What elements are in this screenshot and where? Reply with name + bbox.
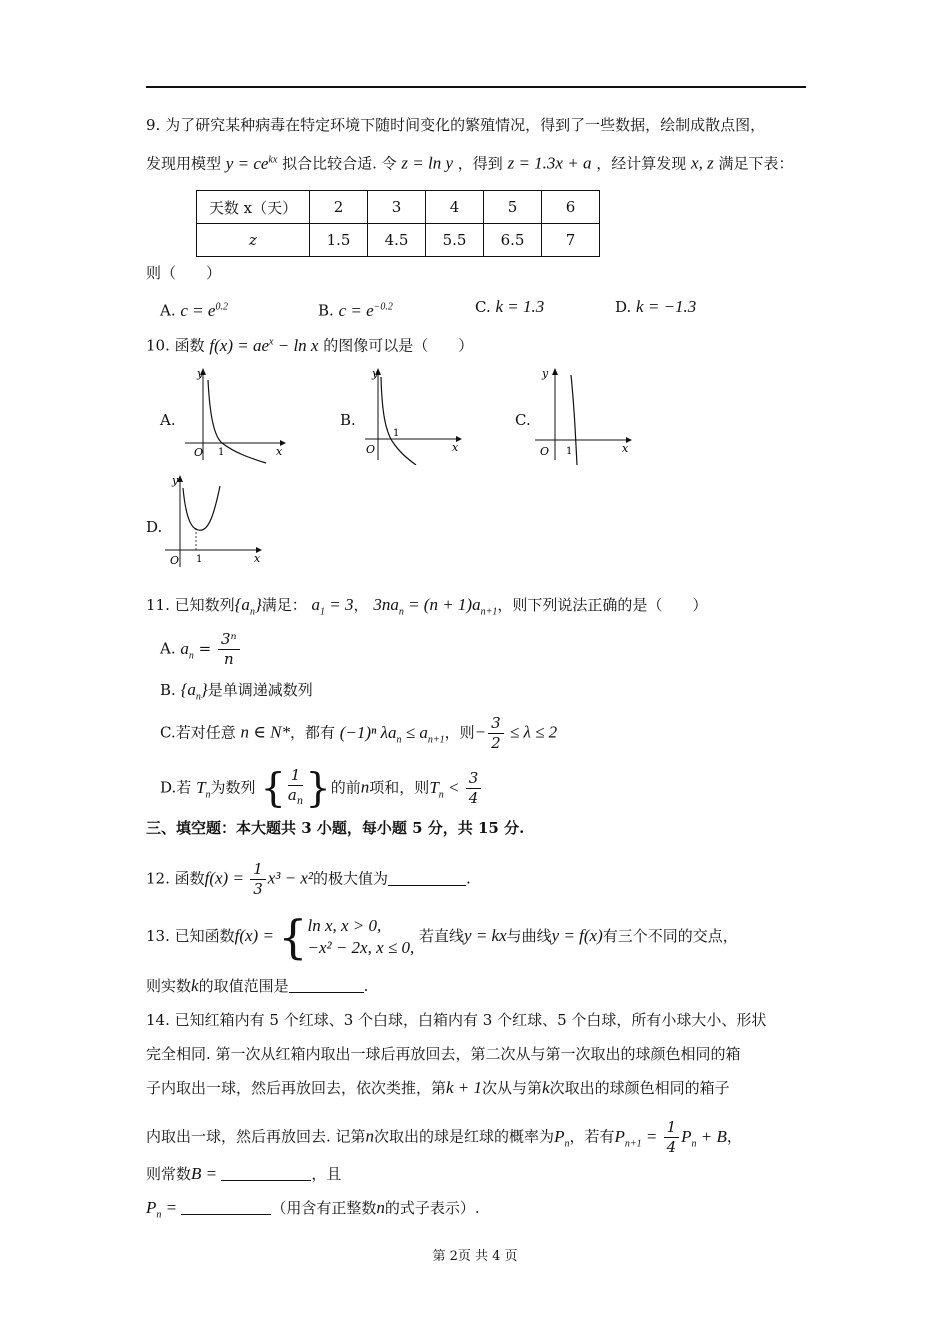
answer-blank[interactable]: [388, 871, 466, 886]
q9-option-b: [318, 297, 393, 321]
y-axis-arrow: [552, 368, 558, 375]
q11-c-ineq-b: ≤ a: [401, 722, 428, 742]
q11-stem: [146, 595, 707, 622]
frac-den: 4: [666, 1138, 677, 1156]
table-cell: 7: [542, 224, 600, 257]
q14-l3c: 次取出的球颜色相同的箱子: [549, 1079, 730, 1097]
q11-cond1-base: a: [311, 595, 321, 614]
q11-prefix: 11. 已知数列: [146, 596, 235, 614]
q9-line1: [146, 115, 765, 135]
answer-blank[interactable]: [289, 978, 364, 993]
q14-l4P3-sub: n: [691, 1137, 697, 1149]
one-label: 1: [196, 554, 203, 565]
q14-line6: [146, 1198, 480, 1225]
q9-b-exp: −0.2: [373, 301, 393, 312]
q9-line2: [146, 150, 794, 174]
q9-text-e: 满足下表：: [718, 154, 794, 173]
x-label: x: [452, 441, 459, 454]
table-cell: 4.5: [368, 224, 426, 257]
q10-option-d-label: D.: [146, 518, 163, 536]
x-label: x: [276, 445, 283, 458]
q14-l6n: n: [376, 1198, 385, 1217]
q14-l4b: 次取出的球是红球的概率为: [374, 1127, 555, 1146]
q11-d-T-sub: n: [205, 788, 211, 800]
q12-frac: [250, 860, 266, 899]
q13-text-b: 的取值范围是: [198, 977, 289, 995]
table-row: [197, 224, 600, 257]
q9-sub1: z = ln y: [401, 153, 454, 173]
section-heading: 三、填空题：本大题共 3 小题，每小题 5 分，共 15 分.: [146, 819, 525, 837]
q14-l4P2-sub: n+1: [624, 1137, 642, 1149]
q10-func-base: f(x) = ae: [209, 335, 270, 355]
q11-c-text1: 若对任意: [175, 723, 236, 742]
one-label: 1: [393, 428, 400, 439]
q11-d-T2-base: T: [429, 777, 439, 797]
q12-rhs: x³ − x²: [267, 868, 313, 888]
frac-num: 3: [488, 714, 504, 734]
q10-stem: [146, 332, 473, 356]
q11-cond2-sub: n: [398, 606, 404, 618]
q9-text: 9. 为了研究某种病毒在特定环境下随时间变化的繁殖情况，得到了一些数据，绘制成散点图，: [146, 116, 766, 134]
frac-den: 3: [253, 880, 263, 898]
q11-c-ineq-a: (−1)ⁿ λa: [339, 722, 397, 742]
option-label: B.: [318, 301, 334, 320]
q11-d-lt: <: [443, 777, 464, 797]
table-cell: 4: [426, 191, 484, 224]
q11-a-lhs: [180, 638, 194, 661]
q11-seq-sub: n: [249, 606, 255, 618]
frac-den-sub: n: [296, 796, 304, 807]
q9-sub2: z = 1.3x + a: [507, 153, 592, 173]
q11-b-seq-close: }: [200, 680, 208, 699]
q11-seq-close: }: [254, 595, 262, 614]
q10-graph-b: [360, 365, 470, 465]
frac-den: n: [223, 650, 234, 668]
q14-line4: [146, 1118, 742, 1157]
one-label: 1: [218, 447, 225, 458]
q12-end: .: [466, 869, 471, 888]
q11-c-text2: ，都有: [289, 723, 335, 742]
q13-lhs: f(x) =: [234, 926, 279, 945]
q9-text-c: ，得到: [457, 154, 503, 173]
q11-cond1-tail: = 3: [325, 595, 354, 614]
header-rule: [146, 86, 806, 88]
q9-a-expr: [180, 301, 228, 320]
q9-model-exp: kx: [268, 154, 278, 165]
q14-l4eq: =: [641, 1126, 662, 1146]
q12-prefix: 12. 函数: [146, 869, 205, 888]
origin-label: O: [170, 554, 180, 567]
page-footer: 第 2页 共 4 页: [432, 1249, 518, 1264]
q13-case2: −x² − 2x, x ≤ 0,: [307, 938, 415, 957]
q11-cond2-base: 3na: [373, 595, 399, 614]
q10-graph-d: [160, 470, 270, 570]
table-cell: 5.5: [426, 224, 484, 257]
option-label: B.: [160, 681, 176, 699]
q9-text-d: ，经计算发现: [596, 154, 687, 173]
q11-option-c: [160, 714, 557, 753]
one-label: 1: [566, 446, 573, 457]
q14-l5a: 则常数: [146, 1165, 192, 1183]
frac-num: 3ⁿ: [218, 630, 240, 650]
q11-a-lhs-base: a: [180, 638, 189, 658]
q11-d-text3: 的前: [330, 778, 361, 797]
q10-func: [209, 336, 318, 355]
q11-option-d: [160, 766, 483, 811]
q11-c-frac: [488, 714, 504, 753]
q11-d-text2: 为数列: [210, 778, 256, 797]
option-label: C.: [475, 298, 491, 316]
q11-c-ineq: [339, 722, 445, 745]
q13-case1: ln x, x > 0,: [307, 916, 382, 935]
curve-b: [381, 377, 416, 465]
q14-l5B: B =: [191, 1164, 222, 1183]
q9-option-c: [475, 297, 544, 317]
q9-vars: x, z: [691, 153, 714, 173]
q11-d-T2-sub: n: [438, 788, 444, 800]
q13-mid2: 与曲线: [506, 927, 552, 945]
origin-label: O: [366, 443, 376, 456]
q10-option-c-label: C.: [515, 411, 531, 429]
q13-mid: 若直线: [419, 927, 465, 945]
q14-l6c: 的式子表示）.: [384, 1199, 480, 1217]
q14-l6P-sub: n: [156, 1209, 162, 1221]
q14-l4P: [554, 1126, 570, 1149]
q9-model: [226, 154, 278, 173]
frac-den: 2: [491, 734, 501, 752]
q9-b-base: c = e: [338, 300, 374, 320]
q10-option-b-label: B.: [340, 411, 356, 429]
q13-end: .: [363, 977, 369, 995]
table-cell: 3: [368, 191, 426, 224]
q10-graph-c: [530, 365, 640, 465]
q11-d-frac: [288, 766, 304, 811]
q10-func-tail: − ln x: [273, 335, 319, 355]
q11-suffix: ，则下列说法正确的是（ ）: [497, 596, 708, 614]
q11-d-T: [196, 777, 211, 800]
q14-l3a: 子内取出一球，然后再放回去，依次类推，第: [146, 1079, 447, 1097]
q14-l3b: 次从与第: [482, 1079, 543, 1097]
q11-d-T-base: T: [196, 777, 206, 797]
q9-text-b: 拟合比较合适. 令: [282, 154, 397, 173]
q13-k: k: [191, 976, 199, 995]
q14-frac: [664, 1118, 680, 1157]
table-cell: 6.5: [484, 224, 542, 257]
frac-num: 1: [250, 860, 266, 880]
frac-num: 1: [288, 766, 304, 786]
y-label: y: [372, 367, 379, 380]
q11-a-eq: =: [193, 639, 216, 658]
q11-cond2: [373, 595, 498, 618]
q10-graph-a: [180, 365, 290, 465]
q14-l4P2-base: P: [614, 1126, 625, 1146]
frac-num: 3: [466, 769, 482, 789]
q12-suffix: 的极大值为: [313, 869, 389, 888]
q14-l4P3-base: P: [681, 1126, 692, 1146]
q11-d-frac2: [466, 769, 482, 808]
right-brace: }: [305, 765, 331, 812]
q14-l3k: k + 1: [446, 1078, 483, 1097]
q14-l4P3: [681, 1126, 727, 1149]
q11-mid: 满足：: [261, 596, 307, 614]
q11-b-seq-sub: n: [195, 691, 201, 703]
q11-seq-base: {a: [234, 595, 250, 614]
table-header-days: 天数 x（天）: [197, 191, 310, 224]
q14-l4tail: + B: [696, 1126, 727, 1146]
q14-line2: 完全相同. 第一次从红箱内取出一球后再放回去，第二次从与第一次取出的球颜色相同的箱: [146, 1045, 741, 1063]
q14-line1: 14. 已知红箱内有 5 个红球、3 个白球，白箱内有 3 个红球、5 个白球，所有小球大小、形状: [146, 1011, 767, 1029]
q9-option-d: [615, 297, 696, 317]
option-label: A.: [160, 639, 176, 658]
q10-func-exp: x: [269, 336, 274, 347]
x-label: x: [254, 552, 261, 565]
table-cell: 1.5: [310, 224, 368, 257]
q14-line5: [146, 1164, 341, 1184]
q11-c-ineq-sub: n: [396, 733, 402, 745]
q11-option-a: [160, 630, 242, 669]
table-row: [197, 191, 600, 224]
q14-l6P-base: P: [146, 1198, 157, 1217]
q11-c-ineq-sub2: n+1: [427, 733, 445, 745]
q9-c-expr: k = 1.3: [495, 297, 545, 316]
q13-curve: y = f(x): [551, 926, 603, 945]
answer-blank[interactable]: [221, 1166, 311, 1181]
frac-num: 1: [664, 1118, 680, 1138]
q9-text-a: 发现用模型: [146, 154, 222, 173]
q9-b-expr: [339, 301, 393, 320]
q10-prefix: 10. 函数: [146, 336, 205, 355]
q9-model-base: y = ce: [225, 153, 269, 173]
frac-den: 4: [468, 789, 479, 807]
table-cell: 6: [542, 191, 600, 224]
answer-blank[interactable]: [181, 1200, 271, 1215]
q11-c-text3: ，则: [444, 723, 475, 742]
q14-l3k2: k: [542, 1078, 550, 1097]
x-label: x: [622, 442, 629, 455]
q14-l4a: 内取出一球，然后再放回去. 记第: [146, 1127, 366, 1146]
q14-l6P: [146, 1198, 182, 1221]
q14-l4P-sub: n: [564, 1137, 570, 1149]
curve-a: [208, 380, 266, 463]
origin-label: O: [194, 446, 204, 459]
y-label: y: [197, 367, 204, 380]
q11-b-text: 是单调递减数列: [207, 681, 313, 699]
q14-l6eq: =: [161, 1198, 182, 1217]
q11-d-text4: 项和，则: [369, 778, 430, 797]
q14-l6b: （用含有正整数: [271, 1199, 377, 1217]
curve-d: [183, 486, 220, 530]
q11-cond1: [311, 595, 354, 618]
cases-brace: {: [278, 910, 308, 964]
q11-d-T2: [429, 777, 464, 800]
q11-cond2-mid: = (n + 1)a: [403, 595, 481, 614]
q11-a-frac: [218, 630, 240, 669]
q11-cond1-sub: 1: [320, 606, 326, 618]
q13-line: y = kx: [464, 926, 507, 945]
q10-option-a-label: A.: [160, 411, 176, 429]
q14-l4n: n: [365, 1126, 375, 1146]
q9-option-a: [160, 297, 228, 321]
frac-den: [288, 786, 304, 811]
q14-l4end: ，: [726, 1127, 742, 1146]
q11-a-lhs-sub: n: [188, 649, 194, 661]
q14-l4P-base: P: [554, 1126, 565, 1146]
y-label: y: [542, 367, 549, 380]
q14-l5b: ，且: [311, 1165, 342, 1183]
q9-table: [196, 190, 600, 257]
q10-suffix: 的图像可以是（ ）: [323, 336, 474, 355]
q11-b-seq: [180, 680, 208, 703]
table-cell: 5: [484, 191, 542, 224]
q9-then: 则（ ）: [146, 264, 222, 282]
q11-c-set: n ∈ N*: [240, 722, 290, 742]
left-brace: {: [260, 765, 286, 812]
option-label: A.: [160, 301, 176, 320]
q12-stem: [146, 860, 471, 899]
frac-den-base: a: [287, 786, 297, 804]
q9-d-expr: k = −1.3: [636, 297, 697, 316]
q11-seq: [234, 595, 262, 618]
q13-line2: [146, 976, 368, 996]
q11-d-text1: 若: [176, 778, 192, 797]
q13-cases: [307, 915, 414, 959]
q11-comma: ，: [353, 596, 369, 614]
option-label: C.: [160, 723, 176, 742]
q13-suffix: 有三个不同的交点，: [602, 927, 738, 945]
q11-option-b: [160, 680, 313, 707]
q11-d-n: n: [360, 777, 370, 797]
q9-a-exp: 0.2: [215, 301, 228, 312]
q13-stem: [146, 910, 738, 964]
y-label: y: [172, 474, 179, 487]
q11-cond2-sub2: n+1: [480, 606, 498, 618]
q14-line3: [146, 1078, 730, 1098]
option-label: D.: [160, 778, 177, 797]
table-cell: 2: [310, 191, 368, 224]
q14-l4c: ，若有: [569, 1127, 615, 1146]
q13-prefix: 13. 已知函数: [146, 927, 235, 945]
q11-c-minus: −: [474, 722, 487, 742]
origin-label: O: [540, 445, 550, 458]
q14-l4P2: [614, 1126, 662, 1149]
q13-text-a: 则实数: [146, 977, 192, 995]
q11-c-tail: ≤ λ ≤ 2: [505, 722, 558, 742]
q11-b-seq-base: {a: [180, 680, 196, 699]
option-label: D.: [615, 298, 632, 316]
q12-lhs: f(x) =: [204, 868, 249, 888]
q9-a-base: c = e: [180, 300, 216, 320]
table-header-z: z: [197, 224, 310, 257]
